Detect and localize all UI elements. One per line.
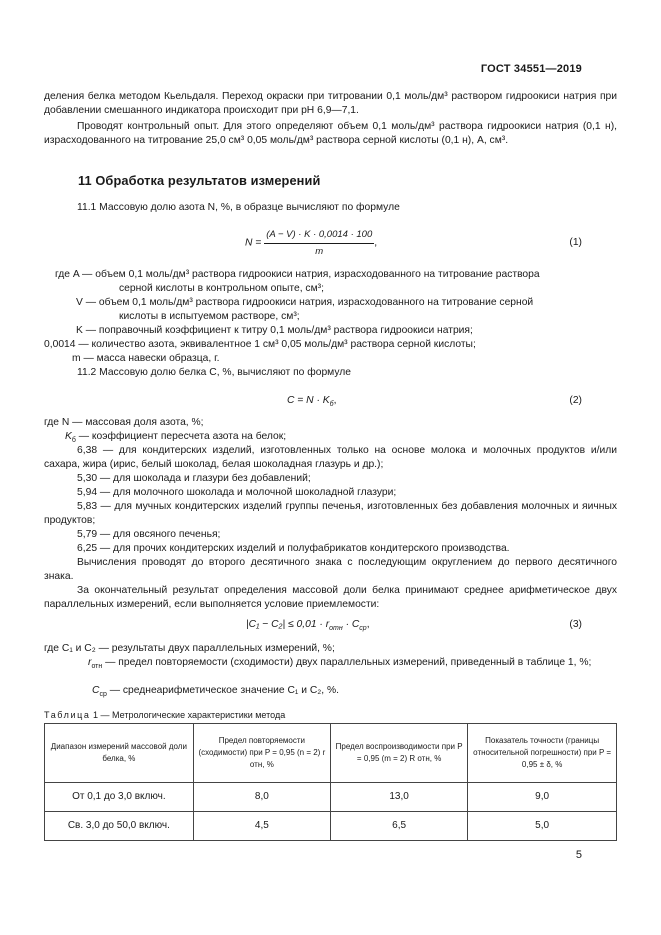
table-cell: 8,0 [193, 783, 330, 812]
table-caption-text: 1 — Метрологические характеристики метода [93, 710, 286, 720]
document-code: ГОСТ 34551—2019 [480, 63, 582, 75]
legend-2-N: где N — массовая доля азота, %; [44, 417, 204, 428]
legend-text: — предел повторяемости (сходимости) двух параллельных измерений, приведенный в таблице 1, %; [105, 657, 592, 668]
table-cell: 5,0 [468, 812, 617, 841]
legend-1-row-V-cont: кислоты в испытуемом растворе, см³; [119, 311, 300, 322]
final-result-paragraph: За окончательный результат определения массовой доли белка принимают среднее арифметическое двух параллельных измерений, если выполняется условие приемлемости: [44, 585, 617, 611]
table-cell: 9,0 [468, 783, 617, 812]
coef-item-5: 5,79 — для овсяного печенья; [77, 529, 221, 540]
table-cell: Св. 3,0 до 50,0 включ. [45, 812, 194, 841]
legend-text: поправочный коэффициент к титру 0,1 моль/дм³ раствора гидроокиси натрия; [98, 325, 473, 336]
table-caption [44, 708, 285, 722]
legend-symbol: m — [72, 353, 94, 364]
legend-symbol: 0,0014 — [44, 339, 89, 350]
legend-3-r [88, 656, 617, 670]
legend-symbol-sub: ср [99, 691, 107, 699]
table-header-cell: Диапазон измерений массовой доли белка, % [45, 724, 194, 783]
clause-11-1: 11.1 Массовую долю азота N, %, в образце вычисляют по формуле [77, 202, 400, 213]
legend-1-row-m [72, 352, 219, 366]
formula-1-tail: , [374, 237, 378, 249]
clause-11-2: 11.2 Массовую долю белка C, %, вычисляют по формуле [77, 367, 352, 378]
legend-1-row-V [76, 296, 533, 310]
formula-1-lhs: N = [245, 237, 262, 249]
table-header-row [45, 724, 617, 783]
legend-1-row-A-cont: серной кислоты в контрольном опыте, см³; [119, 283, 324, 294]
legend-symbol-sub: б [71, 437, 76, 445]
legend-text: объем 0,1 моль/дм³ раствора гидроокиси натрия, израсходованного на титрование раствора [95, 269, 540, 280]
table-row [45, 783, 617, 812]
legend-symbol: V — [76, 297, 97, 308]
metrology-table [44, 723, 617, 841]
coef-item-1: 6,38 — для кондитерских изделий, изготовленных только на основе молока и молочных продуктов и/или сахара, жира (ирис, белый шоколад, белая шоколадная глазурь и др.); [44, 445, 617, 471]
coef-item-6: 6,25 — для прочих кондитерских изделий и полуфабрикатов кондитерского производства. [77, 543, 510, 554]
legend-3-C1-C2: где C₁ и C₂ — результаты двух параллельных измерений, %; [44, 643, 335, 654]
formula-3 [246, 618, 370, 632]
table-header-cell: Предел воспроизводимости при P = 0,95 (m = 2) R отн, % [330, 724, 467, 783]
legend-2-Kb [65, 430, 286, 444]
table-header-cell: Показатель точности (границы относительной погрешности) при P = 0,95 ± δ, % [468, 724, 617, 783]
formula-1 [245, 228, 445, 259]
legend-1-row-K [76, 324, 473, 338]
table-cell: От 0,1 до 3,0 включ. [45, 783, 194, 812]
formula-3-c-sub: ср [359, 625, 367, 633]
formula-3-tail: , [366, 619, 370, 630]
formula-1-number: (1) [569, 237, 582, 248]
legend-symbol: C [92, 685, 100, 696]
table-header-cell: Предел повторяемости (сходимости) при P = 0,95 (n = 2) r отн, % [193, 724, 330, 783]
formula-1-fraction [264, 228, 374, 259]
legend-1-row-A [55, 268, 540, 282]
formula-2 [287, 394, 336, 408]
table-cell: 4,5 [193, 812, 330, 841]
legend-text: количество азота, эквивалентное 1 см³ 0,05 моль/дм³ раствора серной кислоты; [91, 339, 476, 350]
calc-paragraph: Вычисления проводят до второго десятичного знака с последующим округлением до первого десятичного знака. [44, 557, 617, 583]
legend-symbol: K — [76, 325, 97, 336]
legend-text: масса навески образца, г. [96, 353, 220, 364]
formula-3-mid: · C [342, 619, 360, 630]
intro-paragraph-2: Проводят контрольный опыт. Для этого определяют объем 0,1 моль/дм³ раствора гидроокиси натрия (0,1 н), израсходованного на титрование 25,0 см³ 0,05 моль/дм³ раствора серной кислоты (0,1 н), A, см³. [44, 121, 617, 147]
formula-1-numerator: (A − V) · K · 0,0014 · 100 [264, 228, 374, 244]
table-row [45, 812, 617, 841]
legend-text: — коэффициент пересчета азота на белок; [78, 431, 287, 442]
page-number: 5 [575, 849, 582, 861]
legend-text: объем 0,1 моль/дм³ раствора гидроокиси натрия, израсходованного на титрование серной [98, 297, 534, 308]
formula-2-body: C = N · K [287, 395, 330, 406]
intro-paragraph-1: деления белка методом Кьельдаля. Переход окраски при титровании 0,1 моль/дм³ раствором гидроокиси натрия при добавлении смешанного индикатора происходит при pH 6,9—7,1. [44, 91, 617, 117]
section-title: 11 Обработка результатов измерений [78, 173, 321, 188]
legend-symbol: r [88, 657, 92, 668]
formula-2-number: (2) [569, 395, 582, 406]
coef-item-4: 5,83 — для мучных кондитерских изделий группы печенья, изготовленных без добавления молочных и яичных продуктов; [44, 501, 617, 527]
legend-3-Ccp [92, 684, 339, 698]
table-cell: 13,0 [330, 783, 467, 812]
legend-1-row-constant [44, 338, 476, 352]
coef-item-2: 5,30 — для шоколада и глазури без добавлений; [77, 473, 311, 484]
formula-1-denominator: m [315, 246, 324, 258]
legend-text: — среднеарифметическое значение C₁ и C₂, %. [109, 685, 340, 696]
table-cell: 6,5 [330, 812, 467, 841]
legend-symbol-sub: отн [91, 663, 103, 671]
table-caption-word: Таблица [44, 710, 91, 720]
formula-2-tail: , [333, 395, 337, 406]
legend-symbol: K [65, 431, 72, 442]
coef-item-3: 5,94 — для молочного шоколада и молочной шоколадной глазури; [77, 487, 397, 498]
formula-3-r-sub: отн [329, 625, 343, 633]
formula-3-number: (3) [569, 619, 582, 630]
legend-symbol: где A — [55, 269, 93, 280]
formula-3-body: |C₁ − C₂| ≤ 0,01 · r [246, 619, 330, 630]
formula-2-subscript: б [329, 401, 334, 409]
